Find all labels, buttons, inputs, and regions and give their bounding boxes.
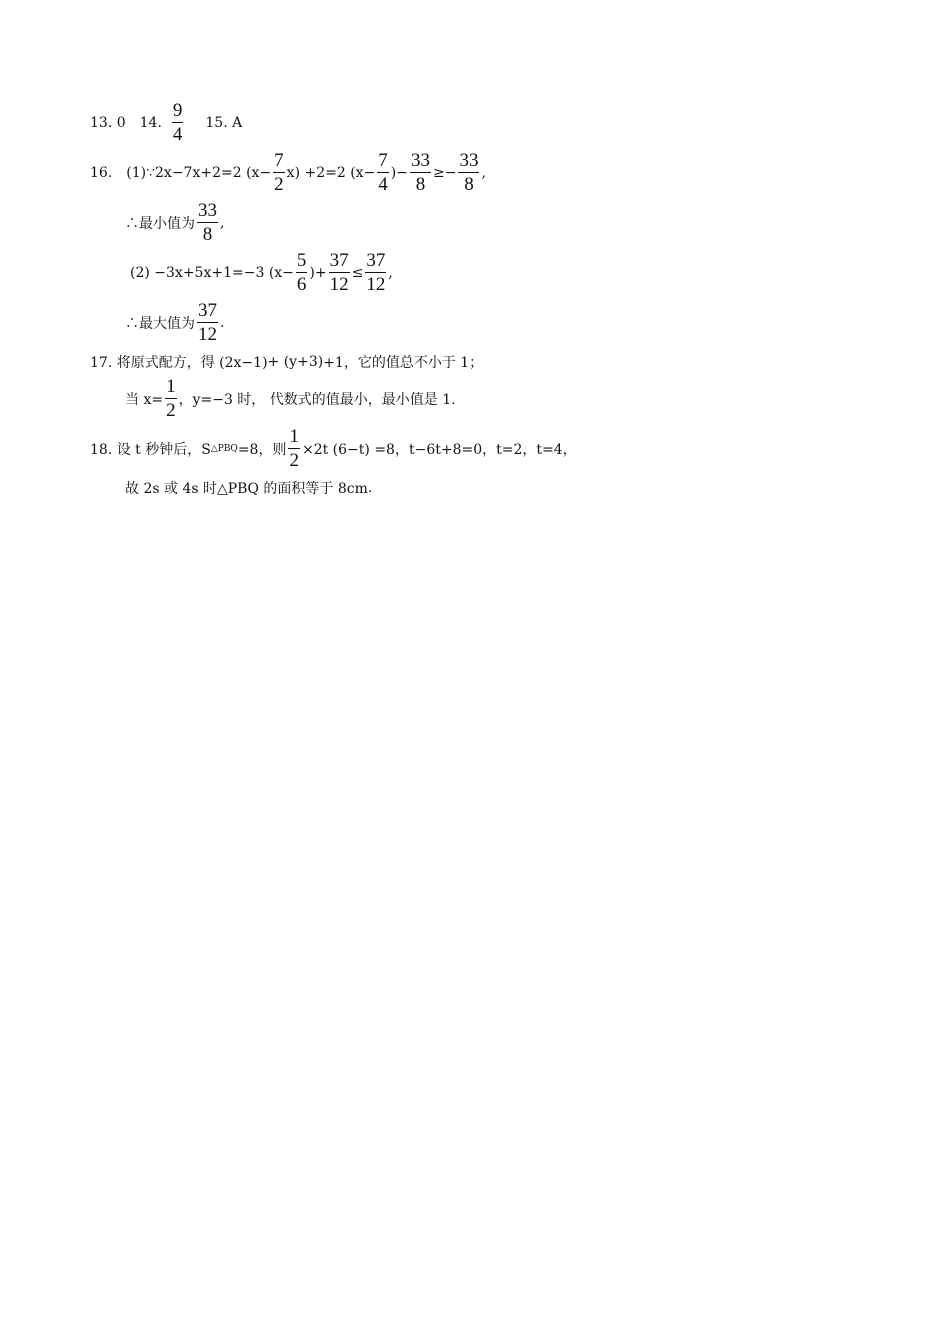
expr-text: (1)∵2x (126, 164, 172, 181)
subscript: △PBQ (210, 443, 238, 454)
answer-line-13-15 (90, 100, 242, 145)
expr-text: , (388, 264, 393, 281)
answer-18-line2 (125, 478, 372, 498)
answer-16-part1 (90, 150, 486, 195)
min-value-text: ∴最小值为 (125, 215, 195, 232)
fraction: $\frac{1}{2}$ (289, 426, 299, 471)
answer-17-line2 (125, 376, 456, 421)
fraction: $\frac{33}{8}$ (459, 150, 479, 195)
answer-15: 15. A (205, 114, 243, 131)
expr-text: , (481, 164, 486, 181)
expr-text: ×2t (6−t) =8，t (301, 441, 415, 458)
expr-text: − (396, 164, 408, 181)
expr-text: ≥− (433, 164, 457, 181)
expr-text: . (220, 314, 225, 331)
fraction: $\frac{1}{2}$ (166, 376, 176, 421)
expr-text: 当 x= (125, 391, 164, 408)
expr-text: =4， (542, 441, 577, 458)
expr-text: −7x+2=2 (x (171, 164, 260, 181)
expr-text: x) +2=2 (x− (286, 164, 376, 181)
expr-text: 17. 将原式配方，得 (2x−1) (90, 355, 268, 371)
fraction: $\frac{37}{12}$ (329, 250, 349, 295)
fraction: $\frac{5}{6}$ (296, 250, 307, 295)
fraction: $\frac{37}{12}$ (366, 250, 386, 295)
expr-text: ) (309, 264, 315, 281)
fraction: $\frac{37}{12}$ (198, 300, 217, 345)
expr-text: ) (390, 164, 397, 181)
fraction: $\frac{33}{8}$ (411, 150, 430, 195)
fraction: $\frac{7}{4}$ (378, 150, 388, 195)
expr-text: + (y+3) (267, 354, 324, 370)
expr-text: + (314, 264, 327, 281)
fraction: $\frac{33}{8}$ (198, 200, 217, 245)
answer-16-label: 16. (90, 164, 113, 181)
expr-text: ≤ (351, 264, 364, 281)
answer-13: 13. 0 (90, 114, 126, 131)
answer-16-min (125, 200, 224, 245)
answer-16-part2 (130, 250, 393, 295)
expr-text: ，y=−3 时， 代数式的值最小，最小值是 1. (178, 391, 456, 408)
expr-text: 18. 设 t 秒钟后，S (90, 441, 211, 458)
answer-17-line1 (90, 352, 483, 372)
expr-text: . (367, 480, 373, 496)
fraction-9-4: $\frac{9}{4}$ (172, 100, 183, 145)
answer-14-label: 14. (139, 114, 162, 131)
expr-text: =8，则 (237, 441, 287, 458)
expr-text: − (259, 164, 272, 181)
expr-text: +1，它的值总不小于 1； (323, 355, 484, 371)
answer-18-line1 (90, 426, 577, 471)
expr-text: (2) −3x (130, 264, 183, 281)
expr-text: 故 2s 或 4s 时△PBQ 的面积等于 8cm (125, 481, 368, 497)
expr-text: +5x+1=−3 (x− (182, 264, 294, 281)
fraction: $\frac{7}{2}$ (274, 150, 284, 195)
expr-text: =2，t (501, 441, 543, 458)
max-value-text: ∴最大值为 (125, 315, 195, 332)
answer-16-max (125, 300, 224, 345)
expr-text: −6t+8=0，t (414, 441, 502, 458)
expr-text: , (220, 214, 225, 231)
